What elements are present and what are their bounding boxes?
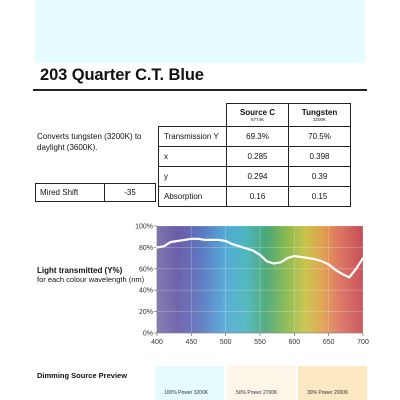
table-cell: 70.5%: [289, 127, 351, 147]
x-tick-label: 450: [185, 339, 198, 346]
table-cell: 0.16: [227, 187, 289, 207]
table-cell: 0.294: [227, 167, 289, 187]
table-cell: 69.3%: [227, 127, 289, 147]
chart-caption-title: Light transmitted (Y%): [37, 266, 123, 275]
plot-area: [135, 224, 369, 347]
y-tick-label: 40%: [138, 287, 153, 295]
table-cell: 0.39: [289, 167, 351, 187]
table-row: [159, 187, 351, 207]
filter-spec-sheet: [33, 0, 367, 400]
dimming-swatch-label: 50% Power 2700K: [236, 390, 278, 396]
column-header-source-c: [227, 104, 289, 127]
x-tick-label: 650: [322, 339, 335, 346]
row-label: y: [159, 167, 227, 187]
column-header-tungsten: [289, 104, 351, 127]
table-row: [159, 127, 351, 147]
filter-description: Converts tungsten (3200K) to daylight (3600K).: [37, 132, 142, 152]
y-tick-label: 80%: [138, 244, 153, 252]
y-tick-label: 100%: [135, 223, 153, 231]
y-tick-label: 60%: [138, 266, 153, 274]
x-tick-label: 400: [151, 339, 163, 346]
column-subtitle: 3200K: [312, 116, 326, 122]
colour-data-table: [158, 103, 351, 207]
dimming-swatch-label: 30% Power 2000K: [307, 390, 349, 396]
transmission-chart: [123, 218, 367, 352]
title-divider: [33, 89, 367, 91]
table-header-row: [159, 104, 351, 127]
x-tick-label: 700: [357, 339, 369, 346]
x-tick-label: 500: [219, 339, 232, 346]
y-tick-label: 20%: [138, 309, 153, 317]
row-label: Transmission Y: [159, 127, 227, 147]
dimming-swatch-label: 100% Power 3200K: [164, 390, 209, 396]
chart-caption-subtitle: for each colour wavelength (nm): [37, 275, 145, 284]
mired-shift-label: Mired Shift: [36, 184, 105, 202]
y-tick-label: 0%: [142, 330, 153, 338]
dimming-preview-title: Dimming Source Preview: [37, 371, 128, 380]
column-subtitle: 6774K: [250, 116, 264, 122]
table-row: [159, 147, 351, 167]
row-label: Absorption: [159, 187, 227, 207]
table-corner: [159, 104, 227, 127]
mired-shift-value: -35: [105, 184, 156, 202]
x-tick-label: 600: [288, 339, 301, 346]
table-cell: 0.398: [289, 147, 351, 167]
table-row: [159, 167, 351, 187]
column-title: Source C: [239, 107, 276, 117]
column-title: Tungsten: [301, 107, 338, 117]
x-tick-label: 550: [254, 339, 266, 346]
table-cell: 0.285: [227, 147, 289, 167]
mired-shift-table: [35, 183, 156, 202]
row-label: x: [159, 147, 227, 167]
filter-color-swatch: [35, 0, 365, 63]
table-cell: 0.15: [289, 187, 351, 207]
filter-name: 203 Quarter C.T. Blue: [40, 66, 204, 84]
table-row: [36, 184, 156, 202]
